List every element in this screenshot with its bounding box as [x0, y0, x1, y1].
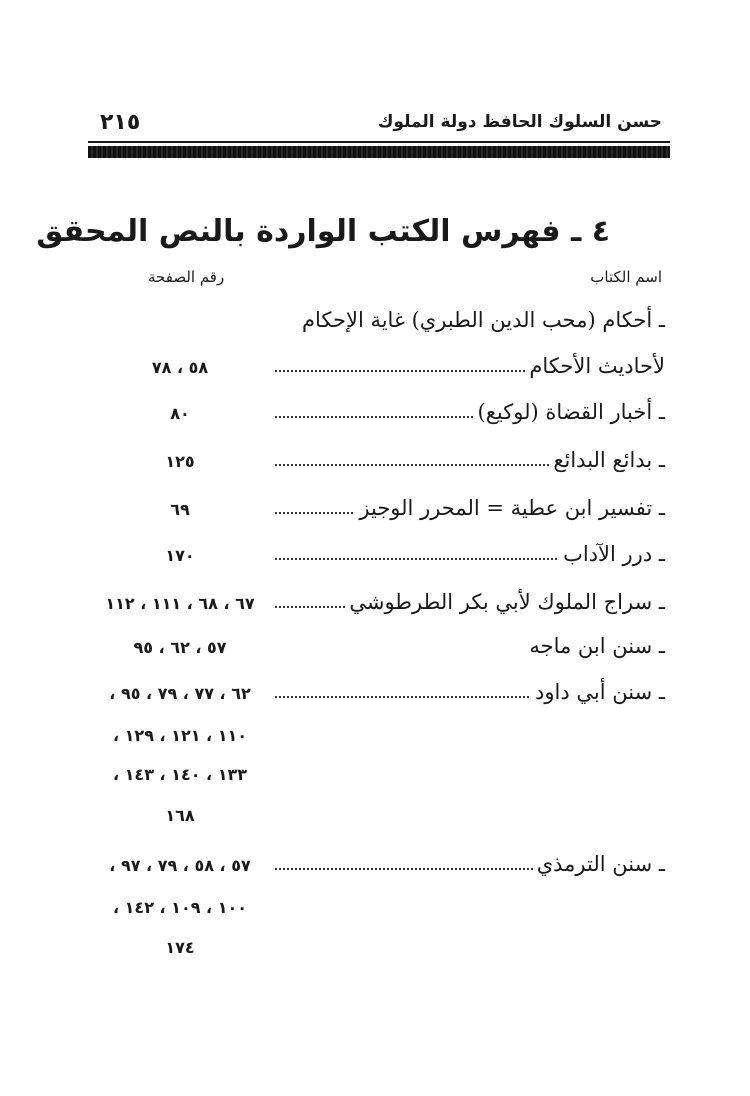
column-header-page-number: رقم الصفحة	[148, 268, 225, 286]
entry-pages-continued	[90, 798, 270, 828]
page-number: ٢١٥	[100, 110, 141, 135]
entry-pages: ١٣٣ ، ١٤٠ ، ١٤٣ ،	[113, 765, 247, 784]
entry-name: ـ تفسير ابن عطية = المحرر الوجيز	[355, 496, 665, 520]
entry-name: ـ سنن أبي داود	[531, 680, 665, 704]
entry-pages: ١٧٤	[165, 938, 195, 957]
index-entry	[90, 534, 665, 568]
entry-pages: ١١٠ ، ١٢١ ، ١٢٩ ،	[113, 726, 247, 745]
entry-pages-continued	[90, 718, 270, 748]
index-entry	[90, 626, 665, 660]
index-entry	[90, 346, 665, 380]
entry-pages: ٦٢ ، ٧٧ ، ٧٩ ، ٩٥ ،	[109, 684, 251, 703]
index-entry	[90, 440, 665, 474]
index-entry	[90, 582, 665, 616]
entry-pages-continued	[90, 930, 270, 960]
index-entry	[90, 672, 665, 706]
entry-pages: ٨٠	[170, 404, 190, 423]
index-entry	[90, 488, 665, 522]
entry-pages: ١٧٠	[165, 546, 195, 565]
entry-pages: ٥٧ ، ٥٨ ، ٧٩ ، ٩٧ ،	[109, 856, 251, 875]
entry-pages: ١٢٥	[165, 452, 195, 471]
entry-name: ـ سنن الترمذي	[533, 852, 665, 876]
entry-pages: ٦٩	[170, 500, 190, 519]
entry-name: ـ أخبار القضاة (لوكيع)	[474, 400, 665, 424]
entry-pages: ١٠٠ ، ١٠٩ ، ١٤٢ ،	[113, 898, 247, 917]
entry-pages: ٦٧ ، ٦٨ ، ١١١ ، ١١٢	[105, 594, 255, 613]
index-entry	[90, 392, 665, 426]
entry-pages: ٥٧ ، ٦٢ ، ٩٥	[133, 638, 227, 657]
column-header-book-name: اسم الكتاب	[590, 268, 662, 286]
running-header-title: حسن السلوك الحافظ دولة الملوك	[377, 112, 662, 132]
entry-name: ـ سنن ابن ماجه	[525, 634, 665, 658]
entry-name: ـ بدائع البدائع	[549, 448, 665, 472]
entry-name: ـ سراج الملوك لأبي بكر الطرطوشي	[345, 590, 665, 614]
entry-pages-continued	[90, 757, 270, 787]
entry-pages: ٥٨ ، ٧٨	[151, 358, 209, 377]
section-title: ٤ ـ فهرس الكتب الواردة بالنص المحقق	[36, 214, 610, 249]
entry-name: ـ درر الآداب	[559, 542, 665, 566]
entry-pages: ١٦٨	[165, 806, 195, 825]
entry-line-1: ـ أحكام (محب الدين الطبري) غاية الإحكام	[301, 308, 665, 332]
header-rule	[88, 141, 670, 159]
entry-name: لأحاديث الأحكام	[525, 354, 665, 378]
index-entry	[90, 844, 665, 878]
entry-pages-continued	[90, 890, 270, 920]
